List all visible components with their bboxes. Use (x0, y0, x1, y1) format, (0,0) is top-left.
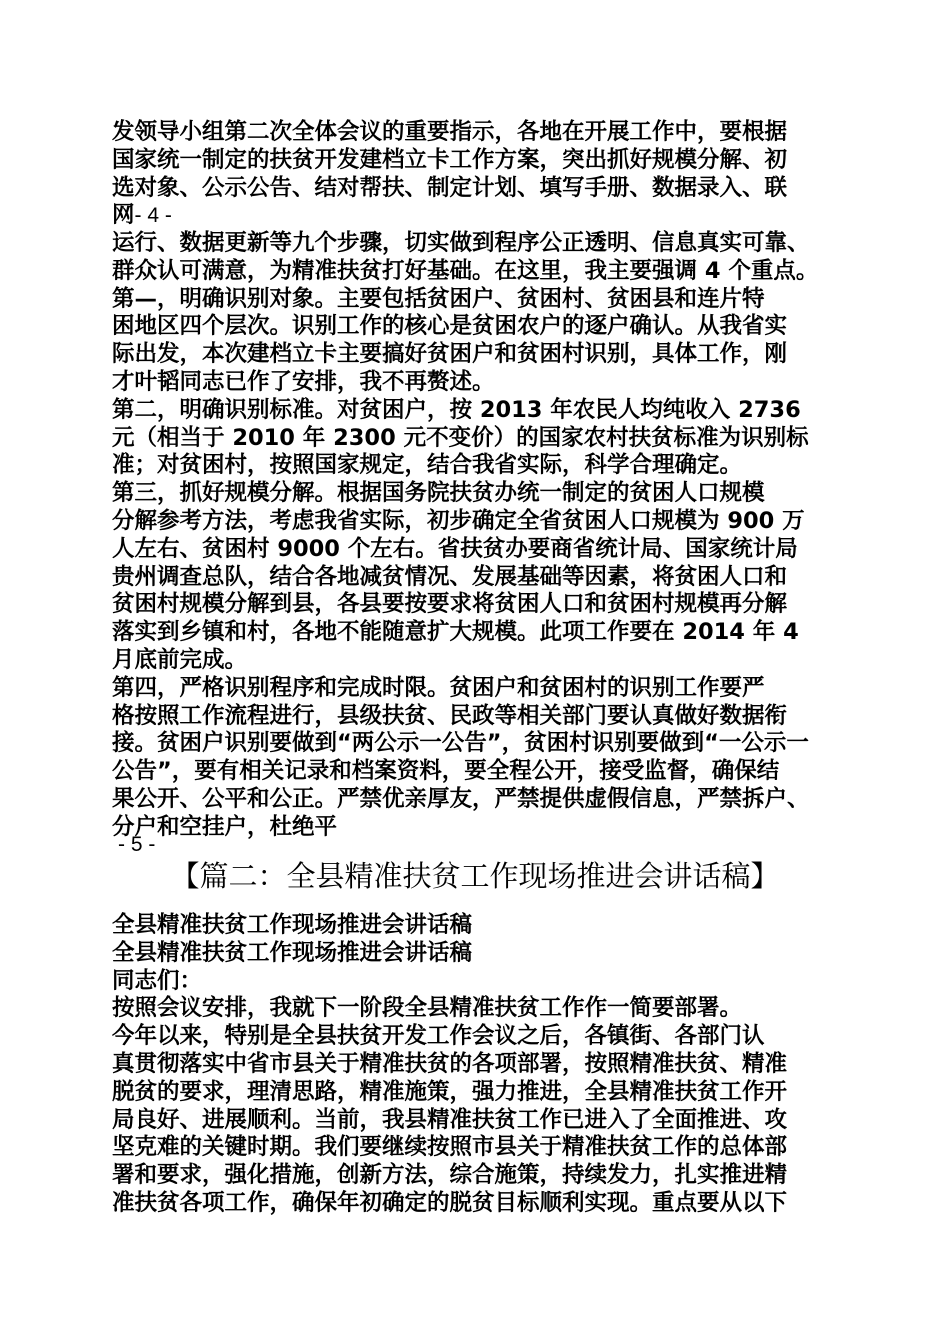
text-line: 果公开、公平和公正。严禁优亲厚友，严禁提供虚假信息，严禁拆户、 (112, 785, 810, 812)
text-line: 月底前完成。 (112, 646, 248, 673)
text-line: 第—，明确识别对象。主要包括贫困户、贫困村、贫困县和连片特 (112, 285, 765, 312)
section-title: 【篇二：全县精准扶贫工作现场推进会讲话稿】 (170, 859, 780, 893)
text-line: 按照会议安排，我就下一阶段全县精准扶贫工作作一简要部署。 (112, 995, 743, 1022)
text-line: 准扶贫各项工作，确保年初确定的脱贫目标顺利实现。重点要从以下 (112, 1189, 788, 1216)
text-block-1 (112, 119, 852, 230)
text-line: 今年以来，特别是全县扶贫开发工作会议之后，各镇街、各部门认 (112, 1023, 765, 1050)
text-line: 国家统一制定的扶贫开发建档立卡工作方案，突出抓好规模分解、初 (112, 146, 788, 173)
text-line: 全县精准扶贫工作现场推进会讲话稿 (112, 912, 473, 938)
text-line: 署和要求，强化措施，创新方法，综合施策，持续发力，扎实推进精 (112, 1162, 788, 1189)
text-line: 分解参考方法，考虑我省实际，初步确定全省贫困人口规模为 900 万 (112, 507, 805, 534)
text-line: 第二，明确识别标准。对贫困户，按 2013 年农民人均纯收入 2736 (112, 396, 801, 423)
text-line-content: 网 (112, 202, 135, 229)
text-line: 选对象、公示公告、结对帮扶、制定计划、填写手册、数据录入、联 (112, 174, 788, 201)
page-number-4: - 4 - (134, 204, 172, 228)
text-line: 才叶韬同志已作了安排，我不再赘述。 (112, 368, 495, 395)
text-line: 第四，严格识别程序和完成时限。贫困户和贫困村的识别工作要严 (112, 674, 765, 701)
text-line: 运行、数据更新等九个步骤，切实做到程序公正透明、信息真实可靠、 (112, 230, 810, 256)
text-line (112, 202, 852, 230)
text-line: 元（相当于 2010 年 2300 元不变价）的国家农村扶贫标准为识别标 (112, 424, 809, 451)
text-line: 全县精准扶贫工作现场推进会讲话稿 (112, 939, 473, 966)
text-line: 接。贫困户识别要做到“两公示一公告”，贫困村识别要做到“一公示一 (112, 730, 809, 757)
text-line: 分户和空挂户，杜绝平 (112, 813, 338, 840)
text-line: 准；对贫困村，按照国家规定，结合我省实际，科学合理确定。 (112, 452, 743, 479)
text-line: 落实到乡镇和村，各地不能随意扩大规模。此项工作要在 2014 年 4 (112, 619, 799, 646)
text-line: 群众认可满意，为精准扶贫打好基础。在这里，我主要强调 4 个重点。 (112, 257, 819, 284)
text-line: 公告”，要有相关记录和档案资料，要全程公开，接受监督，确保结 (112, 758, 780, 785)
text-line: 脱贫的要求，理清思路，精准施策，强力推进，全县精准扶贫工作开 (112, 1078, 788, 1105)
text-line: 第三，抓好规模分解。根据国务院扶贫办统一制定的贫困人口规模 (112, 480, 765, 507)
text-line: 困地区四个层次。识别工作的核心是贫困农户的逐户确认。从我省实 (112, 313, 788, 340)
text-line: 格按照工作流程进行，县级扶贫、民政等相关部门要认真做好数据衔 (112, 702, 788, 729)
text-line: 坚克难的关键时期。我们要继续按照市县关于精准扶贫工作的总体部 (112, 1134, 788, 1161)
text-line: 贫困村规模分解到县，各县要按要求将贫困人口和贫困村规模再分解 (112, 591, 788, 618)
page-number-5: - 5 - (118, 833, 156, 856)
text-line: 真贯彻落实中省市县关于精准扶贫的各项部署，按照精准扶贫、精准 (112, 1050, 788, 1077)
text-block-3 (112, 912, 852, 1218)
text-block-2 (112, 230, 852, 842)
text-line: 贵州调查总队，结合各地减贫情况、发展基础等因素，将贫困人口和 (112, 563, 788, 590)
text-line: 局良好、进展顺利。当前，我县精准扶贫工作已进入了全面推进、攻 (112, 1106, 788, 1133)
text-line: 际出发，本次建档立卡主要搞好贫困户和贫困村识别，具体工作，刚 (112, 341, 788, 368)
text-line: 人左右、贫困村 9000 个左右。省扶贫办要商省统计局、国家统计局 (112, 535, 798, 562)
text-line: 发领导小组第二次全体会议的重要指示，各地在开展工作中，要根据 (112, 119, 788, 145)
text-line: 同志们： (112, 967, 203, 994)
